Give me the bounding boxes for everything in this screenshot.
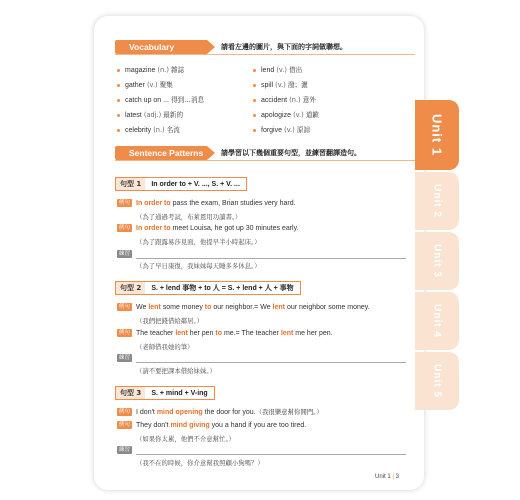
practice-tag: 練習 bbox=[119, 251, 131, 257]
practice-row bbox=[117, 354, 136, 362]
vocab-item: gather (v.) 聚集 bbox=[117, 79, 173, 89]
practice-row bbox=[117, 250, 136, 258]
practice-tag: 練習 bbox=[119, 447, 131, 453]
page-footer bbox=[375, 474, 399, 480]
vocabulary-title: Vocabulary bbox=[115, 40, 207, 54]
example-row: 例句 They don't mind giving you a hand if you are too tired. bbox=[119, 422, 307, 429]
example-row: 例句 We lent some money to our neighbor.= We lent our neighbor some money. bbox=[119, 304, 370, 311]
vocabulary-instruction: 請看左邊的圖片，與下面的字詞做聯想。 bbox=[221, 43, 347, 51]
pattern-1-box bbox=[115, 177, 247, 191]
tab-unit-2[interactable] bbox=[415, 172, 459, 230]
answer-line[interactable] bbox=[136, 258, 406, 259]
footer-unit: Unit 1 bbox=[375, 474, 391, 480]
vocab-item: catch up on ... 得到…消息 bbox=[117, 94, 204, 104]
vocab-item: magazine (n.) 雜誌 bbox=[117, 64, 184, 74]
footer-separator: | bbox=[392, 474, 394, 480]
vocab-item: forgive (v.) 原諒 bbox=[253, 124, 310, 134]
pattern-number: 句型 1 bbox=[115, 178, 145, 190]
vocabulary-header bbox=[115, 40, 347, 54]
pattern-2-box bbox=[115, 281, 301, 295]
vocab-item: spill (v.) 潑；灑 bbox=[253, 79, 308, 89]
example-tag: 例句 bbox=[119, 304, 131, 310]
tab-unit-4[interactable] bbox=[415, 292, 459, 350]
practice-tag: 練習 bbox=[119, 355, 131, 361]
bullet-icon bbox=[117, 84, 120, 87]
example-tag: 例句 bbox=[119, 200, 131, 206]
pattern-number: 句型 2 bbox=[115, 282, 145, 294]
example-row: 例句 I don't mind opening the door for you.（我很樂意幫你開門。） bbox=[119, 408, 323, 416]
tab-label: Unit 1 bbox=[429, 113, 445, 157]
page-number: 3 bbox=[395, 474, 399, 480]
practice-translation: （我不在的時候，你介意幫我照顧小狗嗎？） bbox=[136, 459, 264, 467]
tab-unit-1[interactable] bbox=[415, 100, 459, 170]
pattern-formula: In order to + V. ..., S. + V. ... bbox=[151, 180, 240, 188]
example-row: 例句 The teacher lent her pen to me.= The teacher lent me her pen. bbox=[119, 330, 333, 337]
bullet-icon bbox=[253, 69, 256, 72]
pattern-3-box bbox=[115, 386, 215, 400]
bullet-icon bbox=[117, 69, 120, 72]
tab-label: Unit 4 bbox=[431, 304, 443, 338]
vocab-item: latest (adj.) 最新的 bbox=[117, 109, 183, 119]
tab-unit-3[interactable] bbox=[415, 232, 459, 290]
bullet-icon bbox=[253, 129, 256, 132]
example-row: 例句 In order to pass the exam, Brian studies very hard. bbox=[119, 200, 296, 207]
divider bbox=[115, 54, 415, 55]
answer-line[interactable] bbox=[136, 454, 406, 455]
example-tag: 例句 bbox=[119, 330, 131, 336]
example-tag: 例句 bbox=[119, 225, 131, 231]
practice-translation: （請不要把課本借給妹妹。） bbox=[136, 367, 216, 375]
example-tag: 例句 bbox=[119, 422, 131, 428]
sentence-patterns-title: Sentence Patterns bbox=[115, 146, 207, 160]
bullet-icon bbox=[117, 129, 120, 132]
divider bbox=[115, 160, 415, 161]
vocab-item: apologize (v.) 道歉 bbox=[253, 109, 319, 119]
pattern-formula: S. + mind + V-ing bbox=[151, 389, 208, 397]
vocab-item: accident (n.) 意外 bbox=[253, 94, 316, 104]
practice-row bbox=[117, 446, 136, 454]
pattern-number: 句型 3 bbox=[115, 387, 145, 399]
example-translation: （為了通過考試，布萊恩用功讀書。） bbox=[136, 213, 242, 221]
bullet-icon bbox=[253, 84, 256, 87]
sentence-patterns-header bbox=[115, 146, 361, 160]
bullet-icon bbox=[117, 114, 120, 117]
sentence-patterns-instruction: 請學習以下幾個重要句型，並練習翻譯造句。 bbox=[221, 149, 361, 157]
example-tag: 例句 bbox=[119, 409, 131, 415]
vocab-item: celebrity (n.) 名流 bbox=[117, 124, 180, 134]
pattern-formula: S. + lend 事物 + to 人 = S. + lend + 人 + 事物 bbox=[151, 285, 294, 292]
answer-line[interactable] bbox=[136, 362, 406, 363]
bullet-icon bbox=[253, 99, 256, 102]
example-row: 例句 In order to meet Louisa, he got up 30 minutes early. bbox=[119, 225, 299, 232]
example-translation: （我們把錢借給鄰居。） bbox=[136, 317, 204, 325]
vocab-item: lend (v.) 借出 bbox=[253, 64, 302, 74]
example-translation: （如果你太累，他們不介意幫忙。） bbox=[136, 435, 236, 443]
tab-label: Unit 2 bbox=[431, 184, 443, 218]
tab-unit-5[interactable] bbox=[415, 352, 459, 410]
example-translation: （為了跟露易莎見面，他提早半小時起床。） bbox=[136, 238, 261, 246]
bullet-icon bbox=[253, 114, 256, 117]
practice-translation: （為了早日康復，我妹妹每天睡多多休息。） bbox=[136, 262, 261, 270]
example-translation: （老師借我她的筆） bbox=[136, 343, 194, 351]
tab-label: Unit 5 bbox=[431, 364, 443, 398]
tab-label: Unit 3 bbox=[431, 244, 443, 278]
bullet-icon bbox=[117, 99, 120, 102]
